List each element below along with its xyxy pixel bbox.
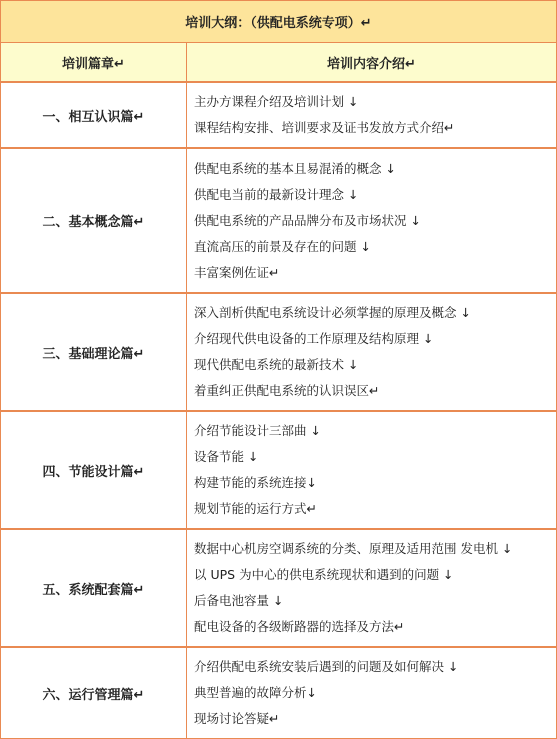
content-item: 深入剖析供配电系统设计必须掌握的原理及概念 ↓ bbox=[194, 305, 471, 320]
table-row bbox=[1, 83, 556, 149]
content-item: 直流高压的前景及存在的问题 ↓ bbox=[194, 238, 371, 254]
content-item: 后备电池容量 ↓ bbox=[194, 593, 284, 608]
content-item: 数据中心机房空调系统的分类、原理及适用范围 发电机 ↓ bbox=[194, 541, 513, 556]
content-item: 典型普遍的故障分析↓ bbox=[194, 685, 317, 700]
content-item: 以 UPS 为中心的供电系统现状和遇到的问题 ↓ bbox=[194, 567, 454, 582]
table-row bbox=[1, 412, 556, 530]
section-items bbox=[194, 294, 552, 410]
table-row bbox=[1, 149, 556, 294]
header-chapter: 培训篇章↵ bbox=[1, 43, 187, 83]
content-item: 供配电当前的最新设计理念 ↓ bbox=[194, 186, 359, 202]
content-item: 构建节能的系统连接↓ bbox=[194, 475, 317, 490]
content-item: 介绍节能设计三部曲 ↓ bbox=[194, 423, 321, 438]
section-name: 三、基础理论篇↵ bbox=[1, 294, 187, 410]
content-item: 供配电系统的产品品牌分布及市场状况 ↓ bbox=[194, 212, 421, 228]
section-items bbox=[194, 648, 552, 738]
content-item: 主办方课程介绍及培训计划 ↓ bbox=[194, 94, 359, 109]
section-items bbox=[194, 83, 552, 147]
content-item: 供配电系统的基本且易混淆的概念 ↓ bbox=[194, 160, 396, 176]
section-name: 五、系统配套篇↵ bbox=[1, 530, 187, 646]
content-item: 规划节能的运行方式↵ bbox=[194, 501, 317, 516]
header-content: 培训内容介绍↵ bbox=[187, 43, 556, 83]
content-item: 现场讨论答疑↵ bbox=[194, 711, 280, 726]
table-row bbox=[1, 648, 556, 738]
content-item: 设备节能 ↓ bbox=[194, 449, 259, 464]
section-items bbox=[194, 530, 552, 646]
content-item: 着重纠正供配电系统的认识误区↵ bbox=[194, 383, 380, 398]
table-row bbox=[1, 530, 556, 648]
content-item: 课程结构安排、培训要求及证书发放方式介绍↵ bbox=[194, 120, 455, 135]
content-item: 现代供配电系统的最新技术 ↓ bbox=[194, 357, 359, 372]
content-item: 丰富案例佐证↵ bbox=[194, 264, 280, 280]
section-name: 四、节能设计篇↵ bbox=[1, 412, 187, 528]
table-row bbox=[1, 294, 556, 412]
content-item: 配电设备的各级断路器的选择及方法↵ bbox=[194, 619, 405, 634]
section-items bbox=[194, 412, 552, 528]
table-title: 培训大纲：（供配电系统专项）↵ bbox=[1, 1, 556, 43]
section-name: 二、基本概念篇↵ bbox=[1, 149, 187, 292]
section-name: 一、相互认识篇↵ bbox=[1, 83, 187, 147]
section-items bbox=[194, 149, 552, 292]
content-item: 介绍供配电系统安装后遇到的问题及如何解决 ↓ bbox=[194, 659, 459, 674]
content-item: 介绍现代供电设备的工作原理及结构原理 ↓ bbox=[194, 331, 434, 346]
section-name: 六、运行管理篇↵ bbox=[1, 648, 187, 738]
